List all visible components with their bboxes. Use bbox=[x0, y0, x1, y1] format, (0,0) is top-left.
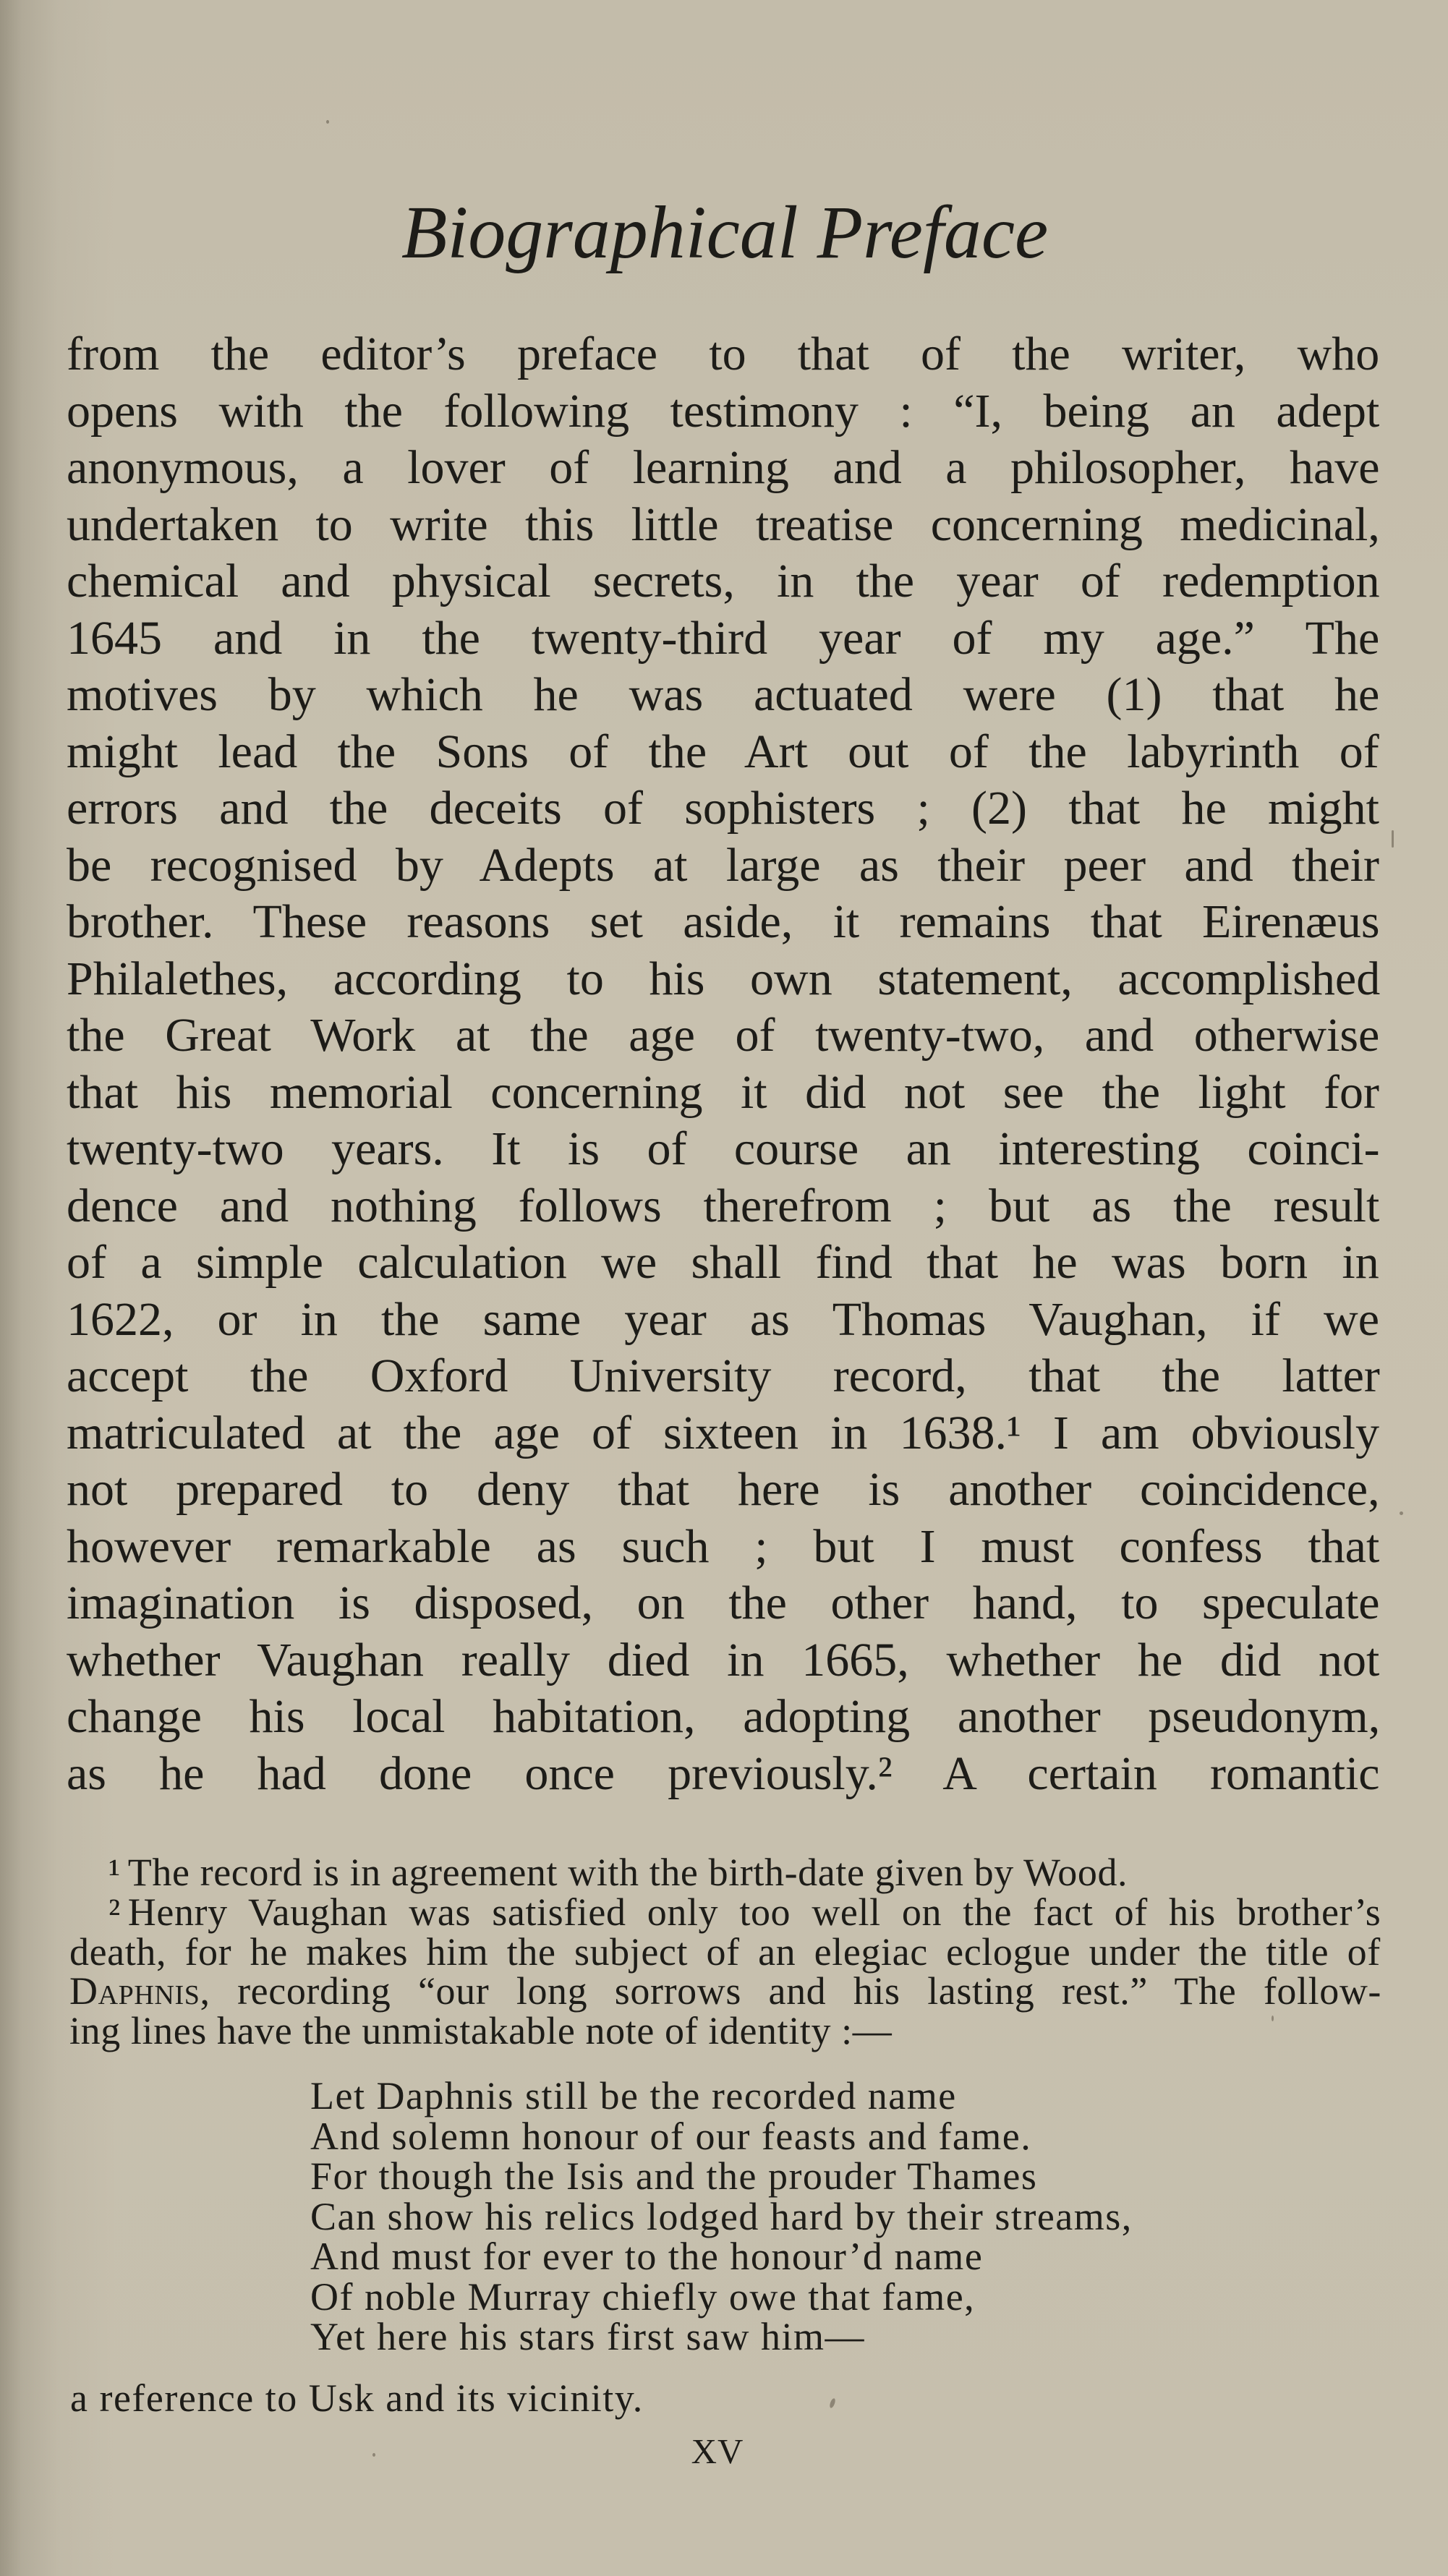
body-line bbox=[67, 1234, 1381, 1292]
body-line bbox=[67, 894, 1381, 951]
running-title: Biographical Preface bbox=[401, 191, 1049, 274]
footnote-line bbox=[69, 2011, 1384, 2051]
body-line-text: errors and the deceits of sophisters ; (2) that he might bbox=[67, 782, 1379, 835]
poem-line bbox=[310, 2317, 1359, 2358]
footnote-continuation bbox=[70, 2376, 1155, 2420]
body-line bbox=[67, 1178, 1381, 1235]
body-line-text: dence and nothing follows therefrom ; but as the result bbox=[67, 1179, 1380, 1232]
body-line-text: as he had done once previously.² A certain romantic bbox=[67, 1747, 1380, 1800]
footnote-continuation-text: a reference to Usk and its vicinity. bbox=[70, 2376, 644, 2420]
body-line-text: however remarkable as such ; but I must confess that bbox=[67, 1519, 1380, 1573]
body-line bbox=[67, 1462, 1381, 1519]
body-line-text: 1622, or in the same year as Thomas Vaughan, if we bbox=[67, 1292, 1379, 1346]
body-line bbox=[67, 1405, 1381, 1462]
footnote-line-text bbox=[108, 1851, 1128, 1894]
poem-line-text: Can show his relics lodged hard by their streams, bbox=[310, 2194, 1133, 2238]
body-line bbox=[67, 837, 1381, 895]
body-line-text: twenty-two years. It is of course an interesting coinci- bbox=[67, 1122, 1380, 1175]
body-line-text: Philalethes, according to his own statement, accomplished bbox=[67, 952, 1381, 1005]
body-line bbox=[67, 1065, 1381, 1122]
body-line bbox=[67, 1519, 1381, 1576]
body-line-text: imagination is disposed, on the other hand, to speculate bbox=[67, 1577, 1380, 1629]
footnote-text: The record is in agreement with the birth-date given by Wood. bbox=[127, 1851, 1128, 1894]
poem-line bbox=[310, 2237, 1359, 2277]
body-line-text: the Great Work at the age of twenty-two, and otherwise bbox=[67, 1009, 1380, 1062]
footnote-marker: ² bbox=[108, 1890, 121, 1934]
body-line bbox=[67, 1348, 1381, 1405]
body-line bbox=[67, 1632, 1381, 1689]
body-line bbox=[67, 724, 1381, 781]
body-line bbox=[67, 497, 1381, 554]
body-line bbox=[67, 667, 1381, 724]
body-line-text: matriculated at the age of sixteen in 1638.¹ I am obviously bbox=[67, 1406, 1379, 1459]
body-line bbox=[67, 780, 1381, 837]
body-line bbox=[67, 1292, 1381, 1349]
body-line bbox=[67, 440, 1381, 497]
footnote-text: ing lines have the unmistakable note of identity :— bbox=[69, 2009, 893, 2053]
body-line-text: opens with the following testimony : “I, being an adept bbox=[67, 384, 1380, 438]
footnote-text: , recording “our long sorrows and his lasting rest.” The follow- bbox=[200, 1969, 1381, 2013]
poem-line bbox=[310, 2274, 1359, 2319]
body-line bbox=[67, 383, 1381, 440]
poem-line-text: Let Daphnis still be the recorded name bbox=[310, 2074, 957, 2117]
footnote-poem-quotation bbox=[310, 2076, 1359, 2358]
footnote-marker: ¹ bbox=[108, 1851, 121, 1894]
body-line-text: from the editor’s preface to that of the writer, who bbox=[67, 328, 1380, 380]
body-line-text: motives by which he was actuated were (1) that he bbox=[67, 668, 1380, 721]
body-line bbox=[67, 553, 1381, 610]
paper-speck bbox=[1392, 830, 1394, 848]
body-line bbox=[67, 1575, 1381, 1632]
footnote-line-text bbox=[69, 1969, 1381, 2013]
body-line bbox=[67, 610, 1381, 668]
poem-line bbox=[310, 2114, 1359, 2158]
footnote-line bbox=[69, 1853, 1384, 1893]
body-line-text: whether Vaughan really died in 1665, whether he did not bbox=[67, 1633, 1380, 1686]
poem-line bbox=[310, 2154, 1359, 2198]
body-line-text: accept the Oxford University record, that the latter bbox=[67, 1349, 1380, 1402]
body-line-text: brother. These reasons set aside, it remains that Eirenæus bbox=[67, 895, 1380, 948]
paper-speck bbox=[1400, 1511, 1403, 1515]
body-line bbox=[67, 1007, 1381, 1065]
body-line-text: that his memorial concerning it did not see the light for bbox=[67, 1065, 1379, 1119]
body-line bbox=[67, 326, 1381, 383]
body-line bbox=[67, 1121, 1381, 1178]
poem-line-text: For though the Isis and the prouder Thames bbox=[310, 2154, 1038, 2198]
footnote-line-text bbox=[69, 2009, 892, 2052]
footnote-1 bbox=[69, 1853, 1384, 1893]
poem-line-text: Of noble Murray chiefly owe that fame, bbox=[310, 2274, 976, 2319]
body-line bbox=[67, 1689, 1381, 1746]
footnote-line-text bbox=[108, 1890, 1381, 1934]
body-line-text: be recognised by Adepts at large as their peer and their bbox=[67, 838, 1379, 892]
footnote-line bbox=[69, 1890, 1384, 1934]
body-line-text: change his local habitation, adopting another pseudonym, bbox=[67, 1690, 1381, 1743]
poem-line bbox=[310, 2076, 1359, 2117]
body-line-text: 1645 and in the twenty-third year of my age.” The bbox=[67, 611, 1380, 665]
footnote-text: death, for he makes him the subject of an elegiac eclogue under the title of bbox=[69, 1929, 1381, 1974]
poem-line-text: And solemn honour of our feasts and fame. bbox=[310, 2114, 1032, 2158]
poem-line bbox=[310, 2194, 1359, 2238]
body-line-text: might lead the Sons of the Art out of the labyrinth of bbox=[67, 725, 1379, 778]
body-line bbox=[67, 1746, 1381, 1803]
footnotes bbox=[69, 1853, 1384, 2051]
footnote-line bbox=[69, 1929, 1384, 1974]
body-line-text: chemical and physical secrets, in the year of redemption bbox=[67, 555, 1380, 607]
footnote-line bbox=[69, 1971, 1384, 2011]
paper-speck bbox=[326, 120, 329, 124]
body-line-text: anonymous, a lover of learning and a philosopher, have bbox=[67, 441, 1380, 494]
poem-line-text: And must for ever to the honour’d name bbox=[310, 2235, 984, 2278]
footnote-text: Henry Vaughan was satisfied only too well on the fact of his brother’s bbox=[127, 1890, 1381, 1934]
page-number: xv bbox=[691, 2419, 744, 2475]
body-line bbox=[67, 951, 1381, 1008]
body-line-text: undertaken to write this little treatise concerning medicinal, bbox=[67, 498, 1380, 551]
footnote-line-text bbox=[69, 1930, 1381, 1974]
body-line-text: of a simple calculation we shall find that he was born in bbox=[67, 1236, 1379, 1289]
footnote-2 bbox=[69, 1890, 1384, 2053]
body-line-text: not prepared to deny that here is another coincidence, bbox=[67, 1463, 1380, 1516]
small-caps-name: Daphnis bbox=[69, 1969, 200, 2013]
body-text bbox=[67, 326, 1381, 1802]
poem-line-text: Yet here his stars first saw him— bbox=[310, 2315, 865, 2358]
